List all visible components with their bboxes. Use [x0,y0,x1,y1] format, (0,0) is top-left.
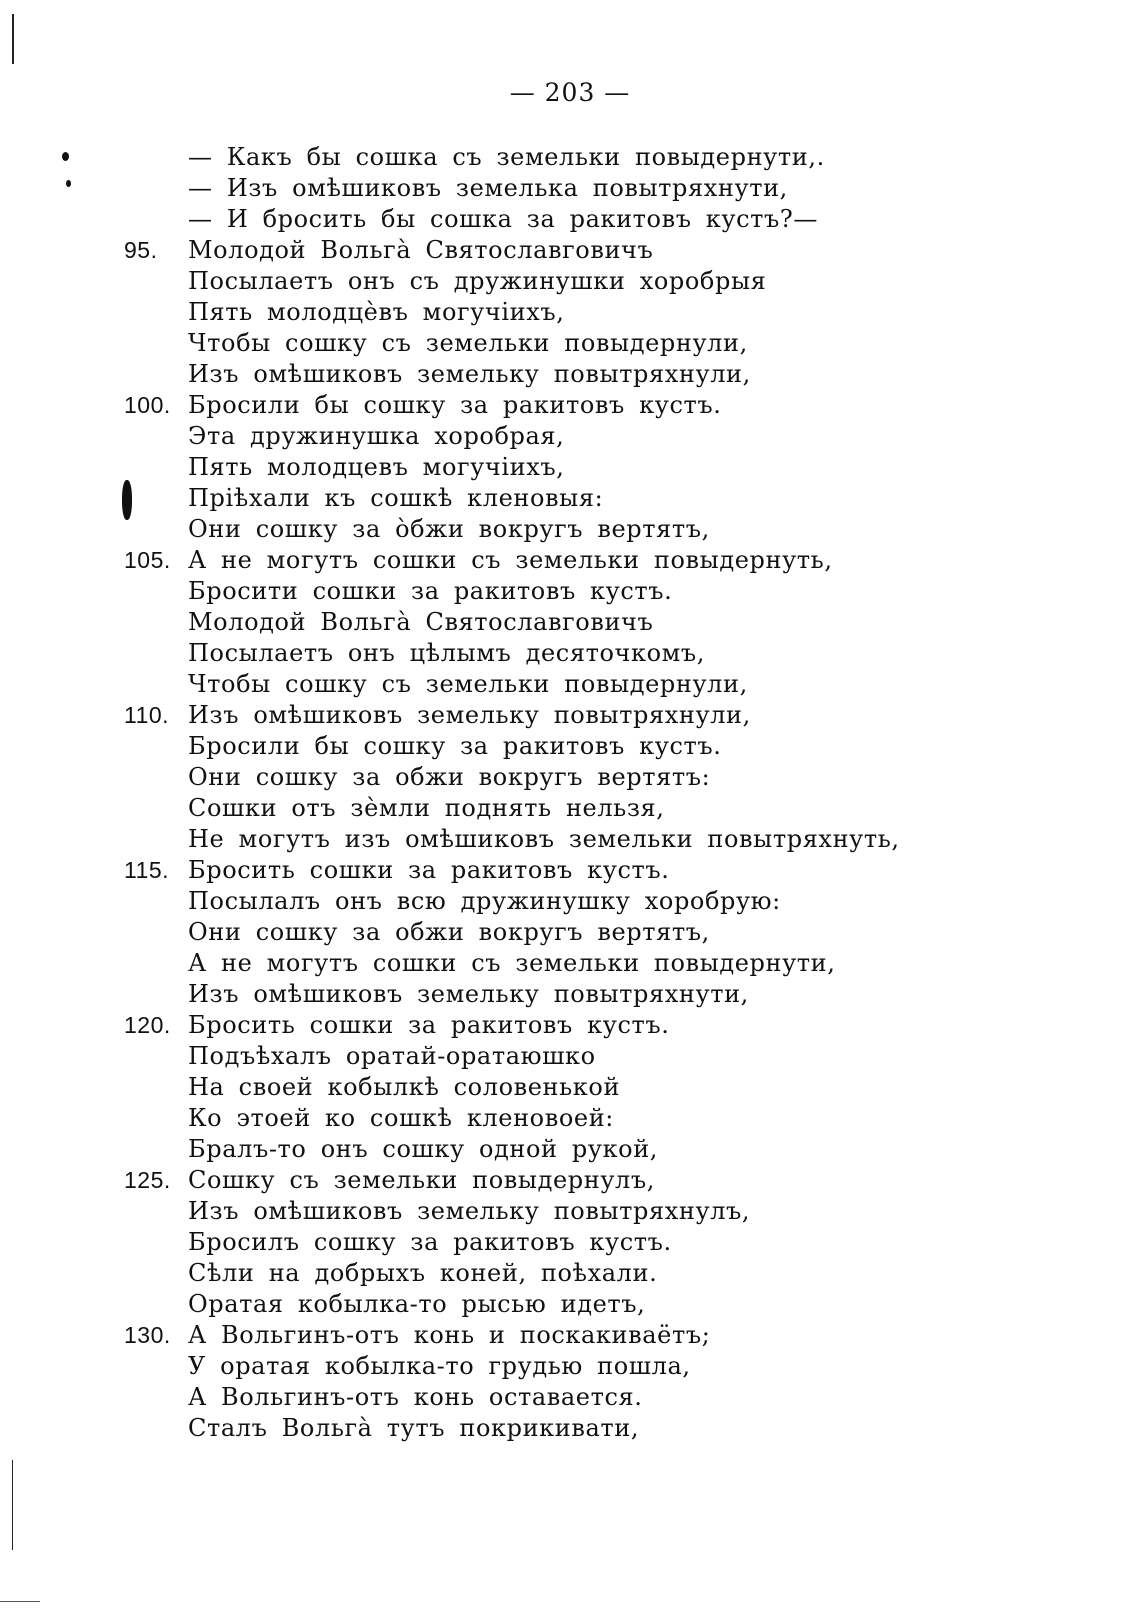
line-number: 130. [124,1322,171,1348]
verse-text: Пять молодцевъ могучіихъ, [188,453,565,481]
verse-text: А Вольгинъ-отъ конь и поскакиваётъ; [188,1321,711,1349]
verse-line [0,886,1140,917]
verse-text: — Изъ омѣшиковъ земелька повытряхнути, [188,174,788,202]
line-number: 120. [124,1012,171,1038]
verse-line [0,142,1140,173]
verse-text: Изъ омѣшиковъ земельку повытряхнули, [188,360,751,388]
verse-text: Бросилъ сошку за ракитовъ кустъ. [188,1228,672,1256]
verse-text: Изъ омѣшиковъ земельку повытряхнули, [188,701,751,729]
line-number: 100. [124,392,171,418]
verse-text: Бросить сошки за ракитовъ кустъ. [188,1011,670,1039]
verse-text: Они сошку за обжи вокругъ вертятъ, [188,918,710,946]
line-number: 115. [124,857,170,883]
verse-line [0,1382,1140,1413]
verse-line [0,638,1140,669]
verse-text: Посылалъ онъ всю дружинушку хоробрую: [188,887,781,915]
verse-line [0,514,1140,545]
page-number: — 203 — [509,78,631,107]
verse-line [0,266,1140,297]
verse-text: Изъ омѣшиковъ земельку повытряхнути, [188,980,749,1008]
verse-text: Бросити сошки за ракитовъ кустъ. [188,577,673,605]
scan-edge-mark-top [12,14,14,64]
poem-text [0,142,1140,1444]
verse-text: У оратая кобылка-то грудью пошла, [188,1352,691,1380]
verse-text: Бросили бы сошку за ракитовъ кустъ. [188,391,722,419]
verse-line [0,700,1140,731]
verse-line [0,173,1140,204]
verse-text: Молодой Вольга̀ Святославговичъ [188,236,654,264]
verse-line [0,1134,1140,1165]
line-number: 105. [124,547,171,573]
verse-line [0,1320,1140,1351]
line-number: 95. [124,237,158,263]
verse-line [0,235,1140,266]
verse-line [0,1041,1140,1072]
verse-line [0,948,1140,979]
verse-line [0,483,1140,514]
verse-line [0,1165,1140,1196]
verse-line [0,1103,1140,1134]
verse-text: Бросить сошки за ракитовъ кустъ. [188,856,670,884]
verse-text: Они сошку за обжи вокругъ вертятъ: [188,763,711,791]
verse-text: А Вольгинъ-отъ конь оставается. [188,1383,643,1411]
verse-text: Подъѣхалъ оратай-оратаюшко [188,1042,596,1070]
verse-text: Не могутъ изъ омѣшиковъ земельки повытряхнуть, [188,825,900,853]
verse-text: Чтобы сошку съ земельки повыдернули, [188,329,748,357]
verse-text: Посылаетъ онъ съ дружинушки хоробрыя [188,267,767,295]
scan-bottom-rule [0,1601,40,1602]
verse-line [0,1258,1140,1289]
verse-text: — Какъ бы сошка съ земельки повыдернути,. [188,143,825,171]
verse-text: Бросили бы сошку за ракитовъ кустъ. [188,732,722,760]
verse-text: Сталъ Вольга̀ тутъ покрикивати, [188,1414,640,1442]
verse-line [0,328,1140,359]
verse-text: Эта дружинушка хоробрая, [188,422,565,450]
verse-text: Сошки отъ зѐмли поднять нельзя, [188,794,665,822]
verse-text: Бралъ-то онъ сошку одной рукой, [188,1135,659,1163]
verse-line [0,762,1140,793]
verse-line [0,1010,1140,1041]
verse-line [0,390,1140,421]
verse-line [0,545,1140,576]
verse-text: Сошку съ земельки повыдернулъ, [188,1166,655,1194]
verse-text: Оратая кобылка-то рысью идетъ, [188,1290,646,1318]
verse-line [0,204,1140,235]
verse-line [0,1351,1140,1382]
verse-text: Ко этоей ко сошкѣ кленовоей: [188,1104,614,1132]
verse-line [0,421,1140,452]
scan-edge-mark-bottom [12,1460,13,1550]
verse-line [0,359,1140,390]
verse-text: А не могутъ сошки съ земельки повыдернути, [188,949,836,977]
line-number: 110. [124,702,170,728]
verse-line [0,793,1140,824]
line-number: 125. [124,1167,171,1193]
verse-line [0,297,1140,328]
verse-line [0,1227,1140,1258]
verse-line [0,731,1140,762]
verse-line [0,576,1140,607]
verse-line [0,607,1140,638]
verse-line [0,1072,1140,1103]
verse-text: Чтобы сошку съ земельки повыдернули, [188,670,748,698]
verse-line [0,855,1140,886]
verse-text: — И бросить бы сошка за ракитовъ кустъ?— [188,205,818,233]
verse-text: Пріѣхали къ сошкѣ кленовыя: [188,484,604,512]
verse-line [0,452,1140,483]
verse-line [0,917,1140,948]
verse-text: Сѣли на добрыхъ коней, поѣхали. [188,1259,658,1287]
verse-line [0,824,1140,855]
verse-line [0,1196,1140,1227]
verse-text: Изъ омѣшиковъ земельку повытряхнулъ, [188,1197,751,1225]
verse-text: Пять молодцѐвъ могучіихъ, [188,298,565,326]
verse-text: А не могутъ сошки съ земельки повыдернуть, [188,546,833,574]
verse-text: На своей кобылкѣ соловенькой [188,1073,621,1101]
verse-line [0,1413,1140,1444]
verse-text: Молодой Вольга̀ Святославговичъ [188,608,654,636]
verse-text: Они сошку за о̀бжи вокругъ вертятъ, [188,515,710,543]
verse-line [0,1289,1140,1320]
verse-line [0,979,1140,1010]
verse-line [0,669,1140,700]
verse-text: Посылаетъ онъ цѣлымъ десяточкомъ, [188,639,705,667]
